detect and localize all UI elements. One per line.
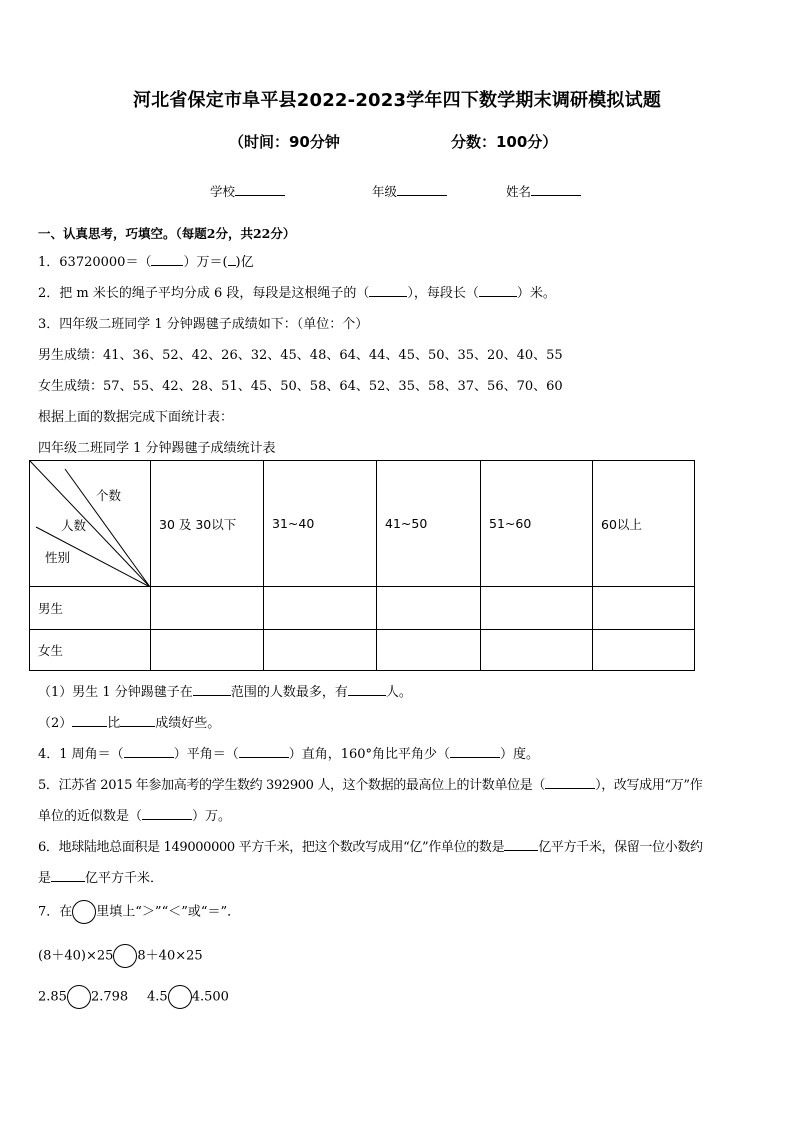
- expr1-left: (8＋40)×25: [38, 948, 114, 964]
- compare-circle-3[interactable]: [168, 985, 192, 1009]
- grade-label: 年级: [372, 184, 398, 199]
- q6-text-b: 亿平方千米，保留一位小数约: [538, 840, 703, 855]
- q7-text-b: 里填上“＞”“＜”或“＝”．: [96, 904, 241, 920]
- table-cell: [377, 587, 481, 630]
- compare-expression-3: [147, 985, 229, 1009]
- q5-text-c: 单位的近似数是（: [38, 809, 143, 824]
- q4-text-c: ）直角，160°角比平角少（: [288, 747, 451, 762]
- header-range-3: 41~50: [377, 461, 481, 587]
- q2-blank-1: [369, 284, 407, 297]
- page-title: 河北省保定市阜平县2022-2023学年四下数学期末调研模拟试题: [132, 90, 662, 111]
- header-range-5: 60以上: [593, 461, 695, 587]
- q4-text-b: ）平角＝（: [173, 747, 239, 762]
- school-label: 学校: [210, 184, 236, 199]
- question-7-stem: [38, 900, 240, 924]
- corner-label-people: 人数: [61, 518, 87, 533]
- question-3-sub-2: [38, 712, 220, 731]
- name-label: 姓名: [506, 184, 532, 199]
- q3-sub1-text-b: 范围的人数最多，有: [230, 685, 348, 700]
- q5-text-d: ）万。: [192, 809, 232, 824]
- question-6-line-2: [38, 867, 163, 886]
- q2-text-a: 2．把 m 米长的绳子平均分成 6 段，每段是这根绳子的（: [38, 286, 370, 301]
- q5-blank-1: [545, 776, 595, 789]
- q3-sub2-blank-2: [120, 714, 155, 727]
- q5-text-b: ），改写成用“万”作: [595, 778, 703, 793]
- diagonal-lines: [30, 461, 150, 587]
- table-cell: [264, 587, 377, 630]
- header-range-2: 31~40: [264, 461, 377, 587]
- q3-sub2-text-a: （2）: [38, 716, 73, 731]
- table-cell: [264, 630, 377, 671]
- grade-blank: [397, 183, 447, 196]
- table-cell: [593, 630, 695, 671]
- q4-blank-2: [239, 745, 289, 758]
- q1-blank-1: [151, 253, 183, 266]
- question-1: [38, 251, 254, 270]
- corner-label-count: 个数: [96, 488, 122, 503]
- table-cell: [481, 587, 593, 630]
- score-label: 分数：100分）: [451, 133, 558, 151]
- q4-text-a: 4．1 周角＝（: [38, 747, 124, 762]
- time-label: （时间：90分钟: [229, 133, 340, 151]
- question-5-line-1: [38, 774, 702, 793]
- expr3-right: 4.500: [191, 989, 229, 1005]
- q1-text-c: )亿: [235, 255, 254, 270]
- table-instruction: 根据上面的数据完成下面统计表：: [38, 410, 234, 425]
- q4-blank-3: [450, 745, 500, 758]
- q3-sub1-text-c: 人。: [385, 685, 412, 700]
- grade-field: [372, 182, 447, 200]
- table-cell: [377, 630, 481, 671]
- question-5-line-2: [38, 805, 231, 824]
- q4-text-d: ）度。: [500, 747, 540, 762]
- q3-sub1-text-a: （1）男生 1 分钟踢毽子在: [38, 685, 193, 700]
- table-title: 四年级二班同学 1 分钟踢毽子成绩统计表: [38, 441, 276, 456]
- q2-blank-2: [479, 284, 517, 297]
- q6-text-a: 6．地球陆地总面积是 149000000 平方千米，把这个数改写成用“亿”作单位的数是: [38, 840, 505, 855]
- q5-text-a: 5．江苏省 2015 年参加高考的学生数约 392900 人，这个数据的最高位上的计数单位是（: [38, 778, 546, 793]
- q3-sub1-blank-1: [193, 683, 231, 696]
- expr2-right: 2.798: [90, 989, 129, 1005]
- table-cell: [151, 630, 264, 671]
- boys-scores: 男生成绩：41、36、52、42、26、32、45、48、64、44、45、50、35、20、40、55: [38, 348, 563, 363]
- question-6-line-1: [38, 836, 703, 855]
- diagonal-header-cell: [30, 461, 151, 587]
- compare-circle-icon: [72, 900, 96, 924]
- corner-label-gender: 性别: [45, 550, 71, 565]
- question-2: [38, 282, 556, 301]
- expr2-left: 2.85: [38, 989, 67, 1005]
- compare-circle-1[interactable]: [113, 944, 137, 968]
- q1-text-a: 1．63720000＝（: [38, 255, 152, 270]
- school-blank: [235, 183, 285, 196]
- q2-text-b: ），每段长（: [407, 286, 479, 301]
- header-range-1: 30 及 30以下: [151, 461, 264, 587]
- compare-circle-2[interactable]: [67, 985, 91, 1009]
- q6-text-d: 亿平方千米．: [85, 871, 164, 886]
- table-cell: [151, 587, 264, 630]
- q3-sub1-blank-2: [348, 683, 386, 696]
- table-cell: [481, 630, 593, 671]
- expr1-right: 8＋40×25: [137, 948, 203, 964]
- compare-expression-1: [38, 944, 203, 968]
- question-4: [38, 743, 539, 762]
- table-header-row: [30, 461, 695, 587]
- table-row: [30, 587, 695, 630]
- question-3-stem: 3．四年级二班同学 1 分钟踢毽子成绩如下：（单位：个）: [38, 317, 369, 332]
- q3-sub2-blank-1: [72, 714, 107, 727]
- stats-table: [29, 460, 695, 671]
- q6-blank-2: [51, 869, 85, 882]
- q1-text-b: ）万＝(: [183, 255, 228, 270]
- girls-scores: 女生成绩：57、55、42、28、51、45、50、58、64、52、35、58、37、56、70、60: [38, 379, 563, 394]
- header-range-4: 51~60: [481, 461, 593, 587]
- q7-text-a: 7．在: [38, 904, 73, 920]
- q5-blank-2: [142, 807, 192, 820]
- q4-blank-1: [124, 745, 174, 758]
- name-field: [506, 182, 581, 200]
- q2-text-c: ）米。: [516, 286, 556, 301]
- q1-blank-2: [228, 253, 236, 266]
- expr3-left: 4.5: [147, 989, 168, 1005]
- q3-sub2-text-c: 成绩好些。: [155, 716, 221, 731]
- name-blank: [531, 183, 581, 196]
- school-field: [210, 182, 285, 200]
- row-label-girls: 女生: [30, 630, 151, 671]
- q6-blank-1: [504, 838, 538, 851]
- question-3-sub-1: [38, 681, 412, 700]
- section-heading: 一、认真思考，巧填空。（每题2分，共22分）: [38, 226, 296, 241]
- table-cell: [593, 587, 695, 630]
- row-label-boys: 男生: [30, 587, 151, 630]
- q3-sub2-text-b: 比: [107, 716, 121, 731]
- q6-text-c: 是: [38, 871, 52, 886]
- table-row: [30, 630, 695, 671]
- compare-expression-2: [38, 985, 128, 1009]
